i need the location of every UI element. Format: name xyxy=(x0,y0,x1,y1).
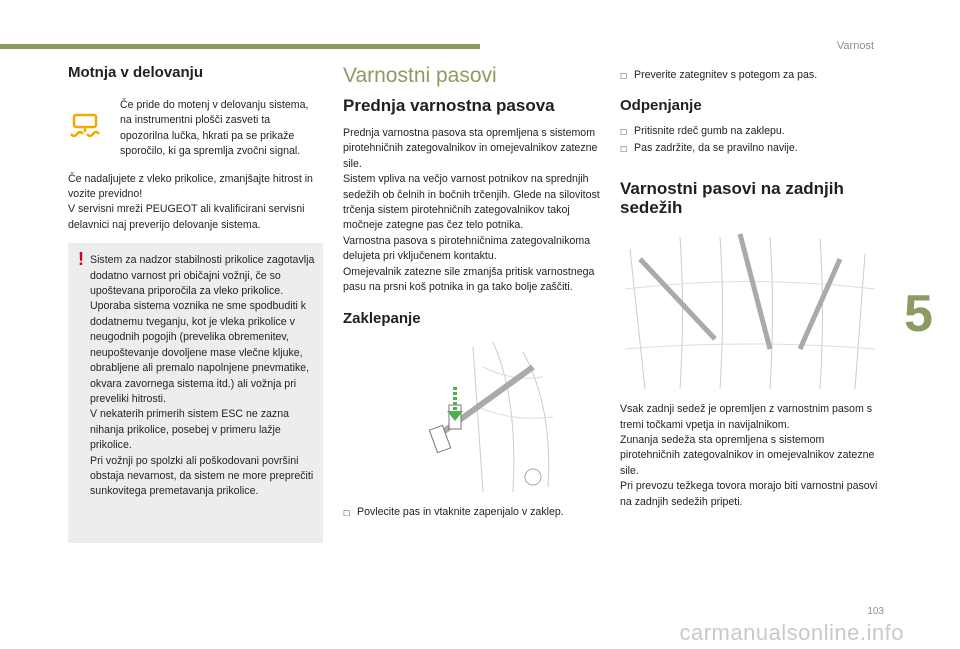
column-seatbelts xyxy=(343,64,601,522)
checkbox-bullet-icon: ☐ xyxy=(343,509,351,519)
rear-seatbelts-title: Varnostni pasovi na zadnjih sedežih xyxy=(620,179,844,218)
unlocking-title: Odpenjanje xyxy=(620,97,702,115)
warning-box xyxy=(68,243,323,543)
warning-exclamation-icon: ! xyxy=(78,249,84,270)
unlocking-step xyxy=(620,141,878,157)
seatbelts-title: Varnostni pasovi xyxy=(343,64,497,87)
section-name: Varnost xyxy=(836,40,874,52)
locking-step-text: Povlecite pas in vtaknite zapenjalo v zaklep. xyxy=(357,506,564,519)
unlocking-step xyxy=(620,124,878,140)
checkbox-bullet-icon: ☐ xyxy=(620,128,628,138)
locking-step xyxy=(343,505,601,521)
front-seatbelts-title: Prednja varnostna pasova xyxy=(343,96,555,115)
check-step xyxy=(620,68,878,84)
checkbox-bullet-icon: ☐ xyxy=(620,72,628,81)
malfunction-title: Motnja v delovanju xyxy=(68,64,204,81)
unlocking-step-text: Pritisnite rdeč gumb na zaklepu. xyxy=(634,125,785,138)
warning-text: Sistem za nadzor stabilnosti prikolice zagotavlja dodatno varnost pri običajni vožnji, če so upoštevana priporočila za vleko prikolice. Uporaba sistema voznika ne sme spodbuditi k dodatnemu tveganju, kot je vleka prikolice v neugodnih pogojih (prevelika obremenitev, neupoštevanje dovoljene mase vlečne kljuke, obrabljene ali premalo napolnjene pnevmatike, okvara zavornega sistema itd.) ali vožnja pri preveliki hitrosti. V nekaterih primerih sistem ESC ne zazna nihanja prikolice, posebej v primeru lažje prikolice. Pri vožnji po spolzki ali poškodovani površini obstaja nevarnost, da sistem ne more preprečiti sunkovitega premetavanja prikolice. xyxy=(90,254,315,498)
trailer-warning-icon xyxy=(68,98,120,160)
warning-light-block xyxy=(68,98,323,160)
page-number: 103 xyxy=(867,606,884,617)
column-unlocking-rear xyxy=(620,64,878,510)
malfunction-paragraph: Če nadaljujete z vleko prikolice, zmanjšajte hitrost in vozite previdno! V servisni mreži PEUGEOT ali kvalificirani servisni delavnici naj preverijo delovanje sistema. xyxy=(68,172,313,231)
warning-light-text: Če pride do motenj v delovanju sistema, na instrumentni plošči zasveti ta opozorilna lučka, hkrati pa se prikaže sporočilo, ki ga spremlja zvočni signal. xyxy=(120,99,309,158)
check-step-text: Preverite zategnitev s potegom za pas. xyxy=(634,69,818,81)
unlocking-step-text: Pas zadržite, da se pravilno navije. xyxy=(634,141,798,154)
locking-title: Zaklepanje xyxy=(343,310,421,328)
buckle-illustration xyxy=(343,337,601,499)
front-seatbelts-paragraph: Prednja varnostna pasova sta opremljena s sistemom pirotehničnih zategovalnikov in omejevalnikov zatezne sile. Sistem vpliva na večjo varnost potnikov na sprednjih sedežih ob čelnih in bočnih trčenjih. Glede na silovitost trčenja sistem pirotehničnih zategovalnikov takoj močneje zategne pas čez telo potnika. Varnostna pasova s pirotehničnima zategovalnikoma delujeta pri vključenem kontaktu. Omejevalnik zatezne sile zmanjša pritisk varnostnega pasu na prsni koš potnika in ga tako bolje zaščiti. xyxy=(343,127,600,294)
unlocking-steps xyxy=(620,124,878,157)
column-malfunction xyxy=(68,64,323,543)
rear-seat-illustration xyxy=(620,229,878,394)
rear-seatbelts-paragraph: Vsak zadnji sedež je opremljen z varnostnim pasom s tremi točkami vpetja in navijalnikom. Zunanja sedeža sta opremljena s sistemom pirotehničnih zategovalnikov in omejevalnikov zatezne sile. Pri prevozu težkega tovora morajo biti varnostni pasovi na zadnjih sedežih pripeti. xyxy=(620,403,878,508)
checkbox-bullet-icon: ☐ xyxy=(620,144,628,154)
top-accent-bar xyxy=(0,44,480,49)
watermark: carmanualsonline.info xyxy=(679,620,904,645)
chapter-number: 5 xyxy=(904,285,933,343)
